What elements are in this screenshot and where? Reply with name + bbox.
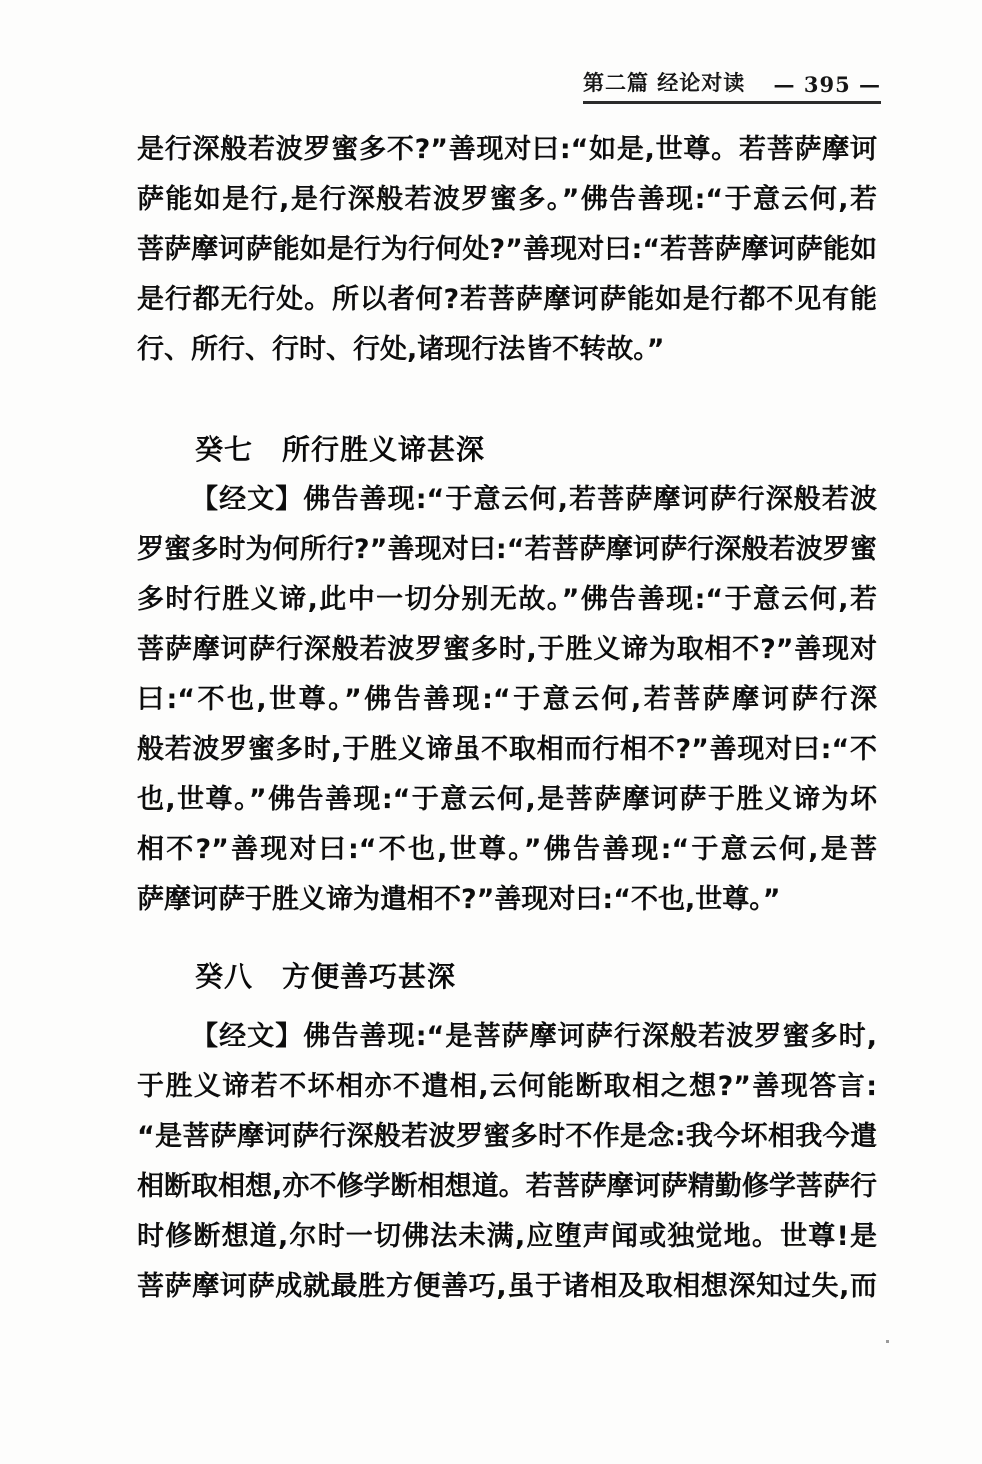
text-line: 【经文】佛告善现:“是菩萨摩诃萨行深般若波罗蜜多时, <box>191 1021 877 1052</box>
text-line: 【经文】佛告善现:“于意云何,若菩萨摩诃萨行深般若波 <box>191 484 877 515</box>
text-line: 菩萨摩诃萨能如是行为行何处?”善现对曰:“若菩萨摩诃萨能如 <box>137 234 877 265</box>
section-heading-gui8: 癸八 方便善巧甚深 <box>195 960 457 993</box>
text-line: 于胜义谛若不坏相亦不遣相,云何能断取相之想?”善现答言: <box>137 1071 877 1102</box>
text-line: 萨摩诃萨于胜义谛为遣相不?”善现对曰:“不也,世尊。” <box>137 884 781 915</box>
text-line: 萨能如是行,是行深般若波罗蜜多。”佛告善现:“于意云何,若 <box>137 184 877 215</box>
text-line: 多时行胜义谛,此中一切分别无故。”佛告善现:“于意云何,若 <box>137 584 877 615</box>
text-line: 相不?”善现对曰:“不也,世尊。”佛告善现:“于意云何,是菩 <box>137 834 877 865</box>
header-section-title: 第二篇 经论对读 <box>583 70 746 95</box>
text-line: 是行深般若波罗蜜多不?”善现对曰:“如是,世尊。若菩萨摩诃 <box>137 134 877 165</box>
paragraph-sutra-gui8 <box>137 1012 877 1312</box>
text-line: 菩萨摩诃萨行深般若波罗蜜多时,于胜义谛为取相不?”善现对 <box>137 634 877 665</box>
text-line: 是行都无行处。所以者何?若菩萨摩诃萨能如是行都不见有能 <box>137 284 877 315</box>
text-line: “是菩萨摩诃萨行深般若波罗蜜多时不作是念:我今坏相我今遣 <box>137 1121 877 1152</box>
text-line: 时修断想道,尔时一切佛法未满,应堕声闻或独觉地。世尊!是 <box>137 1221 877 1252</box>
text-line: 罗蜜多时为何所行?”善现对曰:“若菩萨摩诃萨行深般若波罗蜜 <box>137 534 877 565</box>
paragraph-continuation <box>137 125 877 375</box>
paragraph-sutra-gui7 <box>137 475 877 925</box>
header-page-number: — 395 — <box>773 72 881 97</box>
section-heading-gui7: 癸七 所行胜义谛甚深 <box>195 433 486 466</box>
page-header <box>583 64 881 104</box>
scan-noise-dot <box>886 1340 889 1343</box>
text-line: 相断取相想,亦不修学断相想道。若菩萨摩诃萨精勤修学菩萨行 <box>137 1171 877 1202</box>
text-line: 菩萨摩诃萨成就最胜方便善巧,虽于诸相及取相想深知过失,而 <box>137 1271 877 1302</box>
text-line: 行、所行、行时、行处,诸现行法皆不转故。” <box>137 334 665 365</box>
text-line: 也,世尊。”佛告善现:“于意云何,是菩萨摩诃萨于胜义谛为坏 <box>137 784 877 815</box>
text-line: 般若波罗蜜多时,于胜义谛虽不取相而行相不?”善现对曰:“不 <box>137 734 877 765</box>
text-line: 曰:“不也,世尊。”佛告善现:“于意云何,若菩萨摩诃萨行深 <box>137 684 877 715</box>
